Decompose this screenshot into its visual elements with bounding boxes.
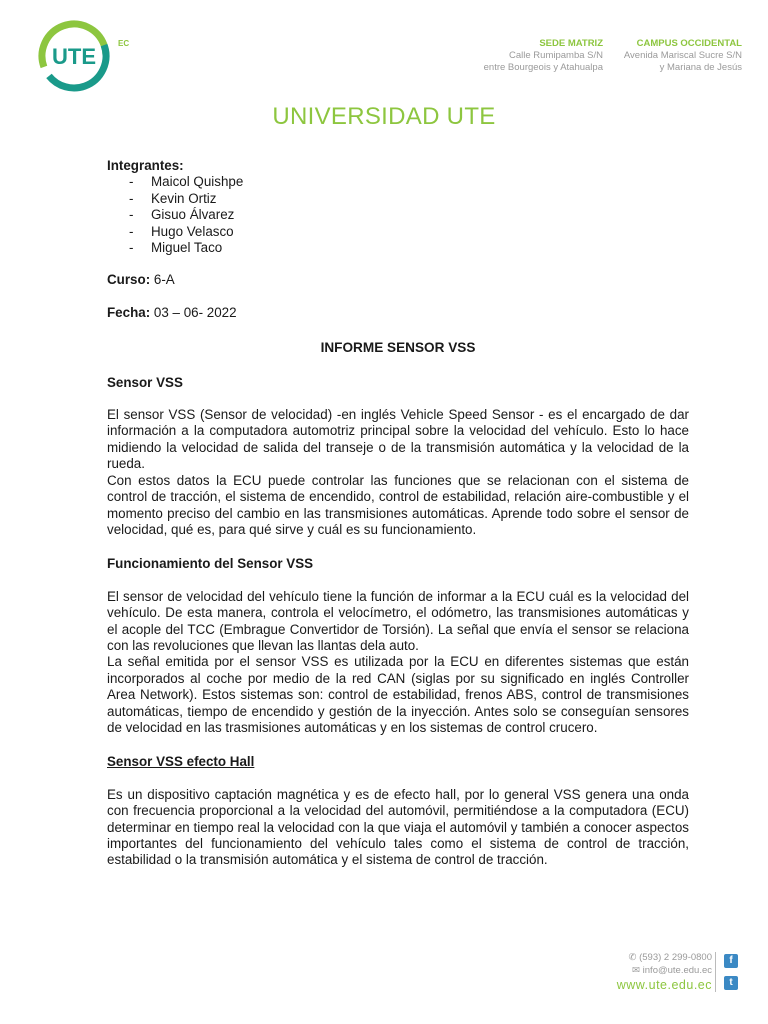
- integrantes-label: Integrantes:: [107, 158, 184, 173]
- paragraph: La señal emitida por el sensor VSS es utilizada por la ECU en diferentes sistemas que están incorporados al coche por medio de la red CAN (siglas por su significado en inglés Controller Area Network). Estos sistemas son: control de estabilidad, frenos ABS, control de transmisiones automáticas, tiempo de encendido y gestión de la inyección. Antes solo se conseguían sensores de velocidad en las trasmisiones automáticas y en los sistemas de control crucero.: [107, 654, 689, 735]
- footer-website[interactable]: www.ute.edu.ec: [616, 978, 712, 992]
- sede-matriz-line1: Calle Rumipamba S/N: [509, 50, 603, 61]
- list-item: - Miguel Taco: [129, 240, 223, 256]
- twitter-icon[interactable]: t: [724, 976, 738, 990]
- paragraph: El sensor de velocidad del vehículo tiene la función de informar a la ECU cuál es la velocidad del vehículo. De esta manera, controla el velocímetro, el odómetro, las transmisiones automáticas y el acople del TCC (Embrague Convertidor de Torsión). La señal que envía el sensor se relaciona con las revoluciones que llevan las llantas dela auto.: [107, 588, 689, 653]
- report-title: INFORME SENSOR VSS: [320, 340, 476, 356]
- document-body: [107, 158, 689, 869]
- fecha-line: [107, 305, 689, 321]
- paragraph: Es un dispositivo captación magnética y es de efecto hall, por lo general VSS genera una onda con frecuencia proporcional a la velocidad del automóvil, permitiéndose a la computadora (ECU) determinar en tiempo real la velocidad con la que viaja el automóvil y también a conocer aspectos importantes del funcionamiento del vehículo tales como el sistema de control de tracción, estabilidad o la transmisión automática y el sistema de control de tracción.: [107, 786, 689, 868]
- curso-line: [107, 272, 689, 288]
- campus-occidental-line1: Avenida Mariscal Sucre S/N: [623, 50, 742, 61]
- footer-divider: [715, 952, 716, 992]
- campus-occidental-line2: y Mariana de Jesús: [659, 62, 742, 73]
- sede-matriz-heading: SEDE MATRIZ: [539, 38, 603, 49]
- footer-email: ✉ info@ute.edu.ec: [632, 965, 712, 976]
- campus-occidental-address: [624, 38, 742, 74]
- facebook-icon[interactable]: f: [724, 954, 738, 968]
- university-title: UNIVERSIDAD UTE: [272, 103, 496, 130]
- paragraph: El sensor VSS (Sensor de velocidad) -en inglés Vehicle Speed Sensor - es el encargado de dar información a la computadora automotriz principal sobre la velocidad del vehículo. Esto lo hace midiendo la velocidad de salida del transeje o de la transmisión automática y la velocidad de la rueda.: [107, 407, 689, 472]
- members-list: [107, 174, 689, 256]
- list-item: - Kevin Ortiz: [129, 190, 217, 206]
- list-item: - Gisuo Álvarez: [129, 207, 235, 223]
- logo-text: UTE: [52, 44, 96, 69]
- sede-matriz-address: [484, 38, 603, 74]
- paragraph: Con estos datos la ECU puede controlar las funciones que se relacionan con el sistema de control de tracción, el sistema de encendido, control de estabilidad, relación aire-combustible y el momento preciso del cambio en las transmisiones automáticas. Aprende todo sobre el sensor de velocidad, qué es, para qué sirve y cuál es su funcionamiento.: [107, 472, 689, 537]
- list-item: - Hugo Velasco: [129, 223, 234, 239]
- footer-phone: ✆ (593) 2 299-0800: [628, 952, 712, 963]
- logo-suffix: EC: [118, 39, 130, 48]
- mail-icon: ✉: [632, 965, 641, 976]
- footer-contact: [498, 950, 738, 994]
- phone-icon: ✆: [628, 952, 637, 963]
- sede-matriz-line2: entre Bourgeois y Atahualpa: [483, 62, 603, 73]
- fecha-value: 03 – 06- 2022: [153, 304, 237, 320]
- curso-label: Curso:: [107, 272, 151, 288]
- section-heading-funcionamiento: Funcionamiento del Sensor VSS: [107, 556, 314, 572]
- section-heading-sensor-vss: Sensor VSS: [107, 374, 183, 390]
- ute-logo: [38, 20, 130, 92]
- list-item: - Maicol Quishpe: [129, 174, 244, 190]
- fecha-label: Fecha:: [107, 304, 151, 320]
- logo-ring-icon: [38, 20, 130, 92]
- curso-value: 6-A: [153, 272, 175, 288]
- section-heading-efecto-hall: Sensor VSS efecto Hall: [107, 754, 255, 770]
- campus-occidental-heading: CAMPUS OCCIDENTAL: [636, 38, 742, 49]
